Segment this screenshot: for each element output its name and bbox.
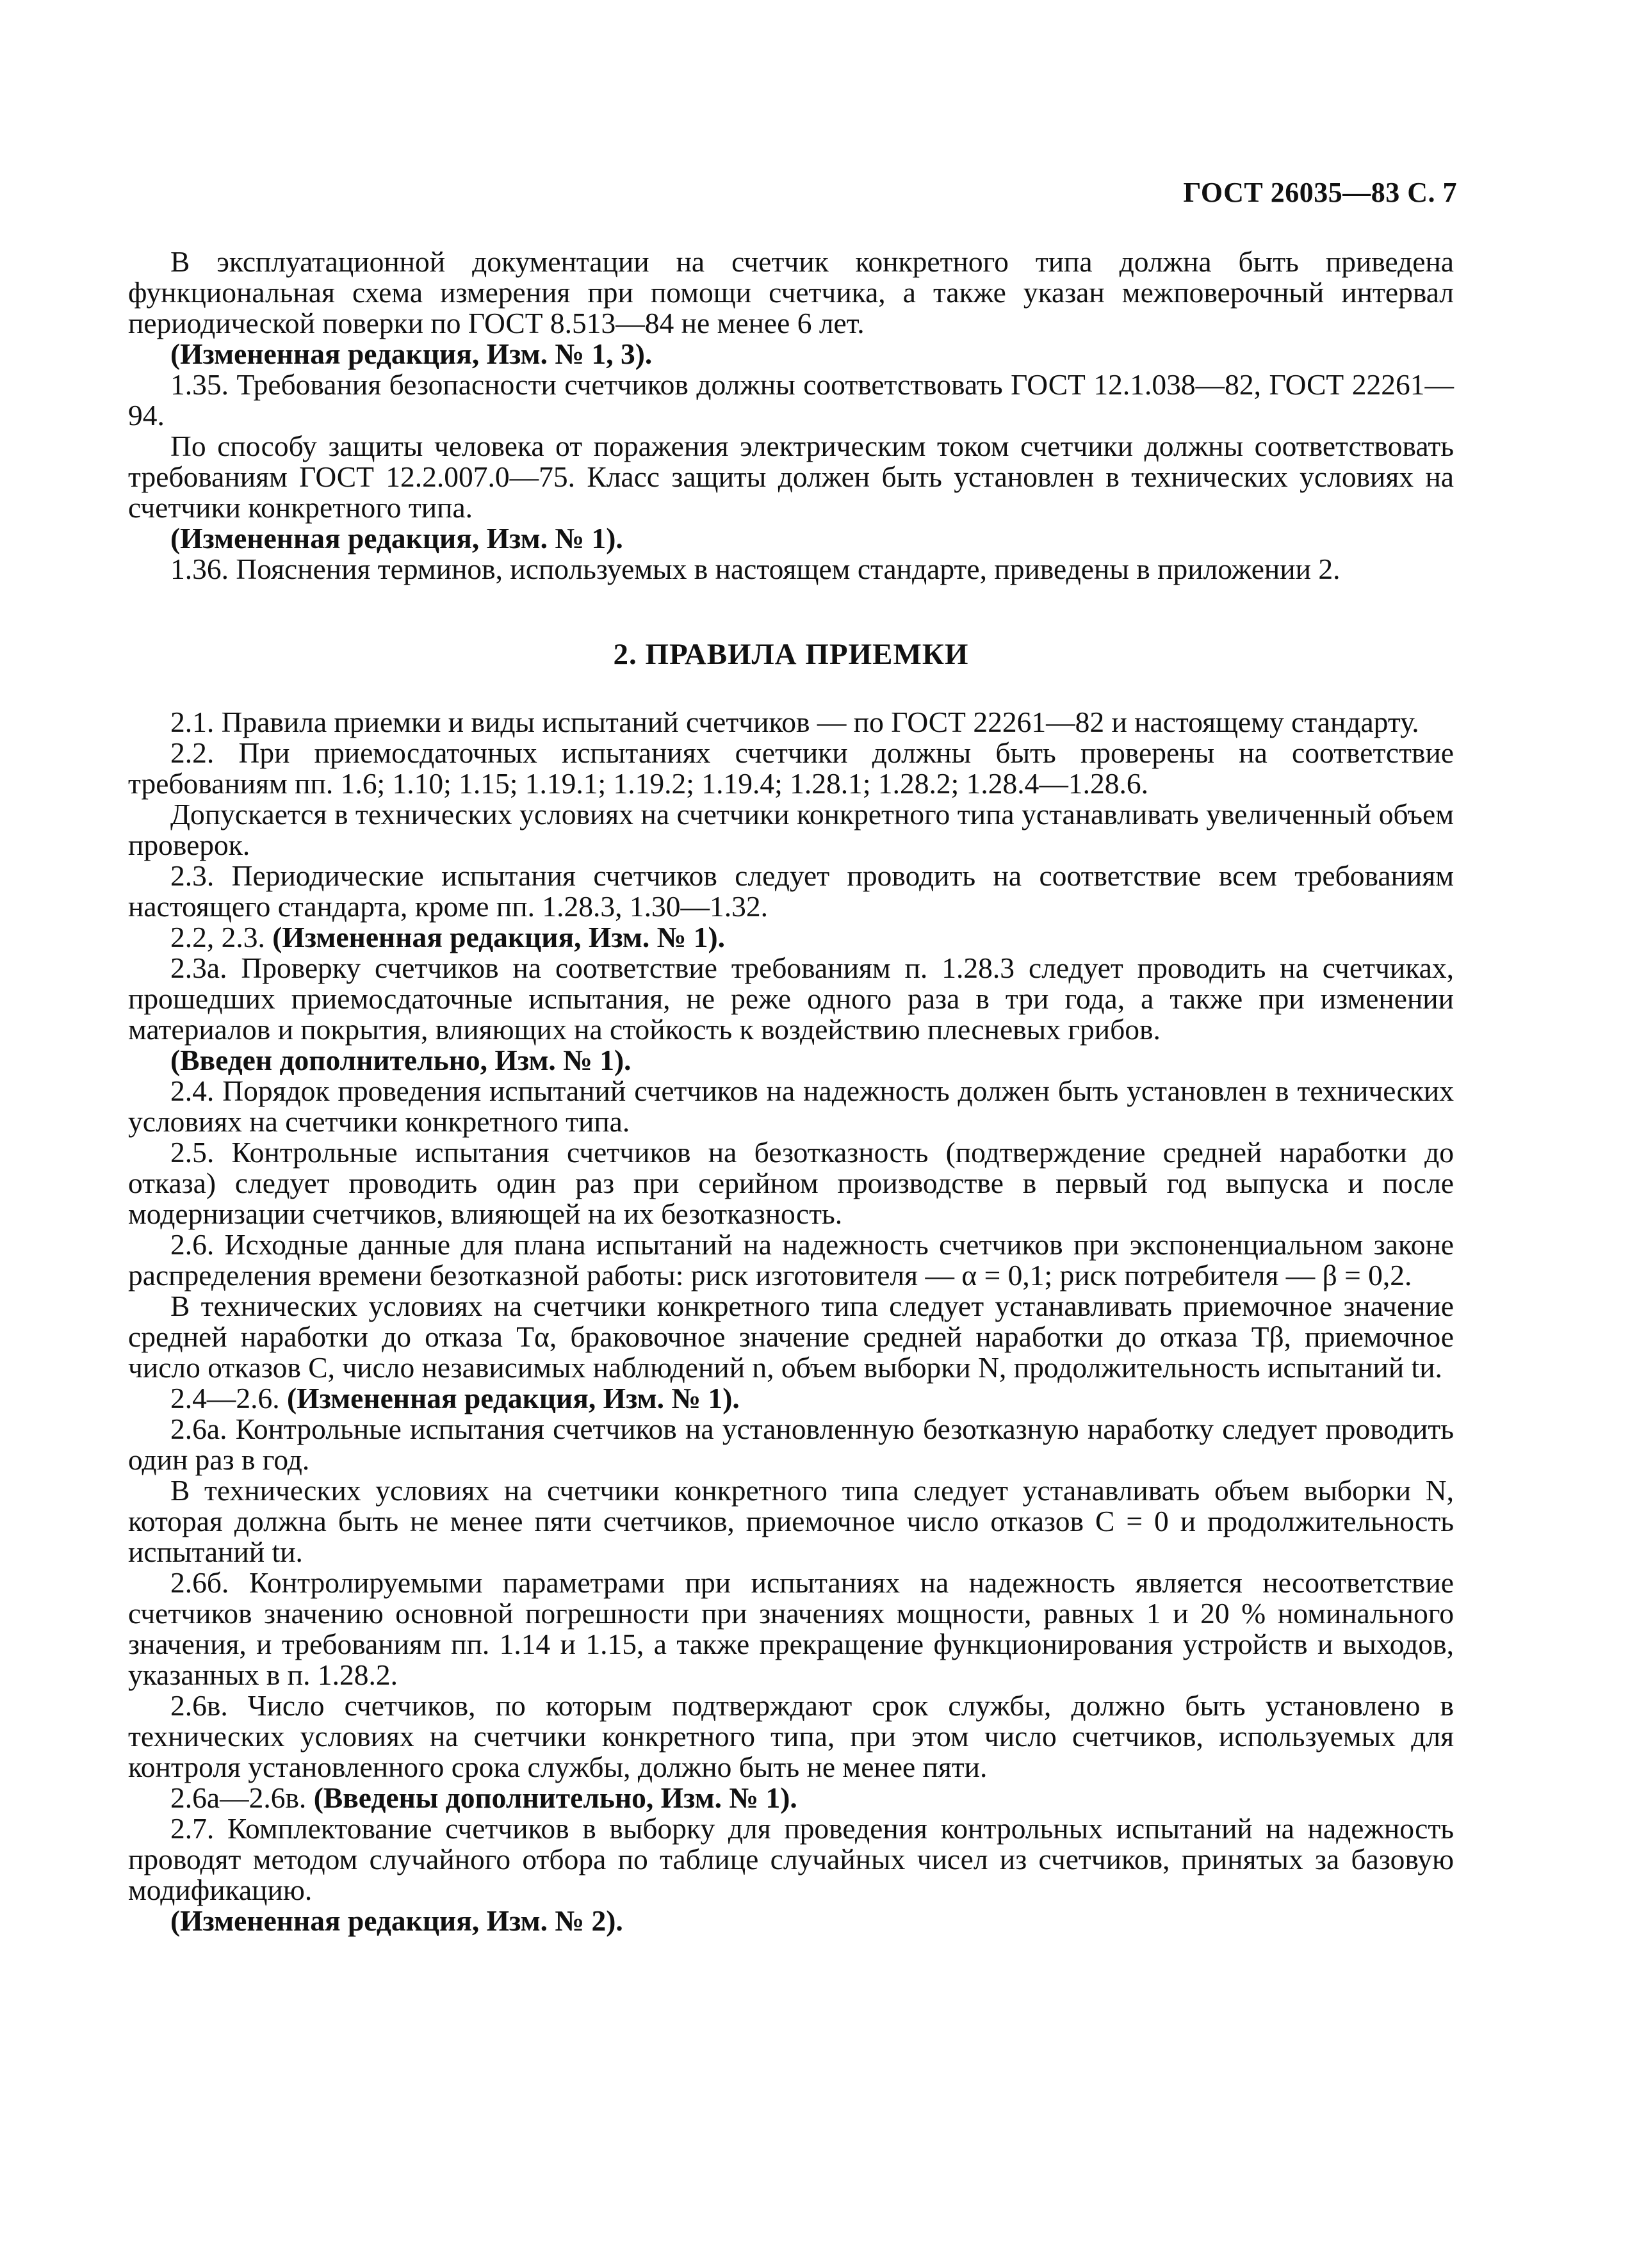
paragraph: 2.6б. Контролируемыми параметрами при испытаниях на надежность является несоответствие счетчиков значению основной погрешности при значениях мощности, равных 1 и 20 % номинального значения, и требованиям пп. 1.14 и 1.15, а также прекращение функционирования устройств и выходов, указанных в п. 1.28.2. [128,1566,1454,1691]
amendment-note: (Измененная редакция, Изм. № 1, 3). [170,337,653,370]
amendment-line [128,922,1454,953]
paragraph: 2.6а. Контрольные испытания счетчиков на установленную безотказную наработку следует проводить один раз в год. [128,1413,1454,1476]
amendment-note: (Введены дополнительно, Изм. № 1). [313,1781,797,1814]
amendment-lead: 2.6а—2.6в. [170,1781,314,1814]
paragraph: В эксплуатационной документации на счетчик конкретного типа должна быть приведена функциональная схема измерения при помощи счетчика, а также указан межповерочный интервал периодической поверки по ГОСТ 8.513—84 не менее 6 лет. [128,245,1454,339]
amendment-note: (Введен дополнительно, Изм. № 1). [170,1044,632,1076]
paragraph: Допускается в технических условиях на счетчики конкретного типа устанавливать увеличенный объем проверок. [128,798,1454,861]
paragraph: В технических условиях на счетчики конкретного типа следует устанавливать объем выборки N, которая должна быть не менее пяти счетчиков, приемочное число отказов C = 0 и продолжительность испытаний tи. [128,1474,1454,1568]
paragraph: 1.36. Пояснения терминов, используемых в настоящем стандарте, приведены в приложении 2. [170,553,1341,585]
paragraph: В технических условиях на счетчики конкретного типа следует устанавливать приемочное значение средней наработки до отказа Tα, браковочное значение средней наработки до отказа Tβ, приемочное число отказов C, число независимых наблюдений n, объем выборки N, продолжительность испытаний tи. [128,1290,1454,1384]
amendment-line [128,1383,1454,1414]
paragraph: 2.2. При приемосдаточных испытаниях счетчики должны быть проверены на соответствие требованиям пп. 1.6; 1.10; 1.15; 1.19.1; 1.19.2; 1.19.4; 1.28.1; 1.28.2; 1.28.4—1.28.6. [128,736,1454,800]
amendment-line [128,1783,1454,1813]
page-content [128,247,1454,1936]
paragraph: 2.3а. Проверку счетчиков на соответствие требованиям п. 1.28.3 следует проводить на счетчиках, прошедших приемосдаточные испытания, не реже одного раза в три года, а также при изменении материалов и покрытия, влияющих на стойкость к воздействию плесневых грибов. [128,952,1454,1046]
amendment-note: (Измененная редакция, Изм. № 2). [170,1904,623,1937]
paragraph: 1.35. Требования безопасности счетчиков должны соответствовать ГОСТ 12.1.038—82, ГОСТ 22261—94. [128,368,1454,432]
paragraph: 2.3. Периодические испытания счетчиков следует проводить на соответствие всем требованиям настоящего стандарта, кроме пп. 1.28.3, 1.30—1.32. [128,859,1454,923]
amendment-lead: 2.2, 2.3. [170,921,273,953]
paragraph: По способу защиты человека от поражения электрическим током счетчики должны соответствовать требованиям ГОСТ 12.2.007.0—75. Класс защиты должен быть установлен в технических условиях на счетчики конкретного типа. [128,430,1454,524]
amendment-note: (Измененная редакция, Изм. № 1). [272,921,726,953]
paragraph: 2.6в. Число счетчиков, по которым подтверждают срок службы, должно быть установлено в технических условиях на счетчики конкретного типа, при этом число счетчиков, используемых для контроля установленного срока службы, должно быть не менее пяти. [128,1689,1454,1783]
amendment-note: (Измененная редакция, Изм. № 1). [170,522,623,555]
paragraph: 2.5. Контрольные испытания счетчиков на безотказность (подтверждение средней наработки до отказа) следует проводить один раз при серийном производстве в первый год выпуска и после модернизации счетчиков, влияющей на их безотказность. [128,1136,1454,1230]
section-title: 2. ПРАВИЛА ПРИЕМКИ [613,638,969,671]
running-header: ГОСТ 26035—83 С. 7 [1183,177,1457,208]
paragraph: 2.4. Порядок проведения испытаний счетчиков на надежность должен быть установлен в технических условиях на счетчики конкретного типа. [128,1074,1454,1138]
paragraph: 2.1. Правила приемки и виды испытаний счетчиков — по ГОСТ 22261—82 и настоящему стандарту. [170,706,1419,738]
amendment-note: (Измененная редакция, Изм. № 1). [287,1382,740,1414]
paragraph: 2.7. Комплектование счетчиков в выборку для проведения контрольных испытаний на надежность проводят методом случайного отбора по таблице случайных чисел из счетчиков, принятых за базовую модификацию. [128,1812,1454,1906]
amendment-lead: 2.4—2.6. [170,1382,287,1414]
paragraph: 2.6. Исходные данные для плана испытаний на надежность счетчиков при экспоненциальном законе распределения времени безотказной работы: риск изготовителя — α = 0,1; риск потребителя — β = 0,2. [128,1228,1454,1292]
